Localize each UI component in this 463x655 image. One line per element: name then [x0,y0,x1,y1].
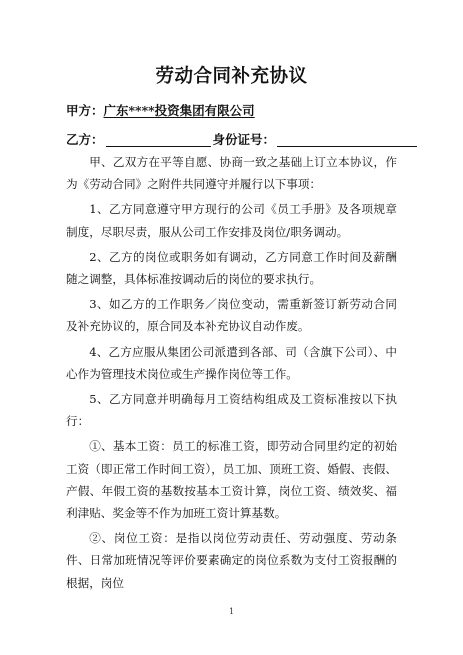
paragraph: 2、乙方的岗位或职务如有调动，乙方同意工作时间及薪酬随之调整，具体标准按调动后的岗位的要求执行。 [66,249,397,287]
party-a-line [66,101,255,119]
paragraph: 1、乙方同意遵守甲方现行的公司《员工手册》及各项规章制度，尽职尽责，服从公司工作安排及岗位/职务调动。 [66,202,397,239]
party-b-label: 乙方： [66,132,104,147]
party-b-name-blank [106,132,211,147]
id-number-label: 身份证号： [212,132,276,147]
page-number: 1 [228,607,235,616]
paragraph: 5、乙方同意并明确每月工资结构组成及工资标准按以下执行： [66,392,397,429]
document-title: 劳动合同补充协议 [155,66,308,87]
paragraph: 4、乙方应服从集团公司派遣到各部、司（含旗下公司）、中心作为管理技术岗位或生产操作岗位等工作。 [66,344,397,381]
id-number-blank [277,132,417,147]
agreement-body [66,151,397,597]
paragraph: ①、基本工资：员工的标准工资，即劳动合同里约定的初始工资（即正常工作时间工资），员工加、顶班工资、婚假、丧假、产假、年假工资的基数按基本工资计算，岗位工资、绩效奖、福利津贴、奖金等不作为加班工资计算基数。 [66,439,397,521]
party-b-line [66,130,417,148]
party-a-name: 广东****投资集团有限公司 [103,103,255,118]
party-a-label: 甲方： [66,103,104,118]
paragraph: 甲、乙双方在平等自愿、协商一致之基础上订立本协议，作为《劳动合同》之附件共同遵守并履行以下事项： [66,155,397,192]
paragraph: ②、岗位工资：是指以岗位劳动责任、劳动强度、劳动条件、日常加班情况等评价要素确定的岗位系数为支付工资报酬的根据，岗位 [66,531,397,590]
paragraph: 3、如乙方的工作职务／岗位变动，需重新签订新劳动合同及补充协议的，原合同及本补充协议自动作废。 [66,297,397,334]
